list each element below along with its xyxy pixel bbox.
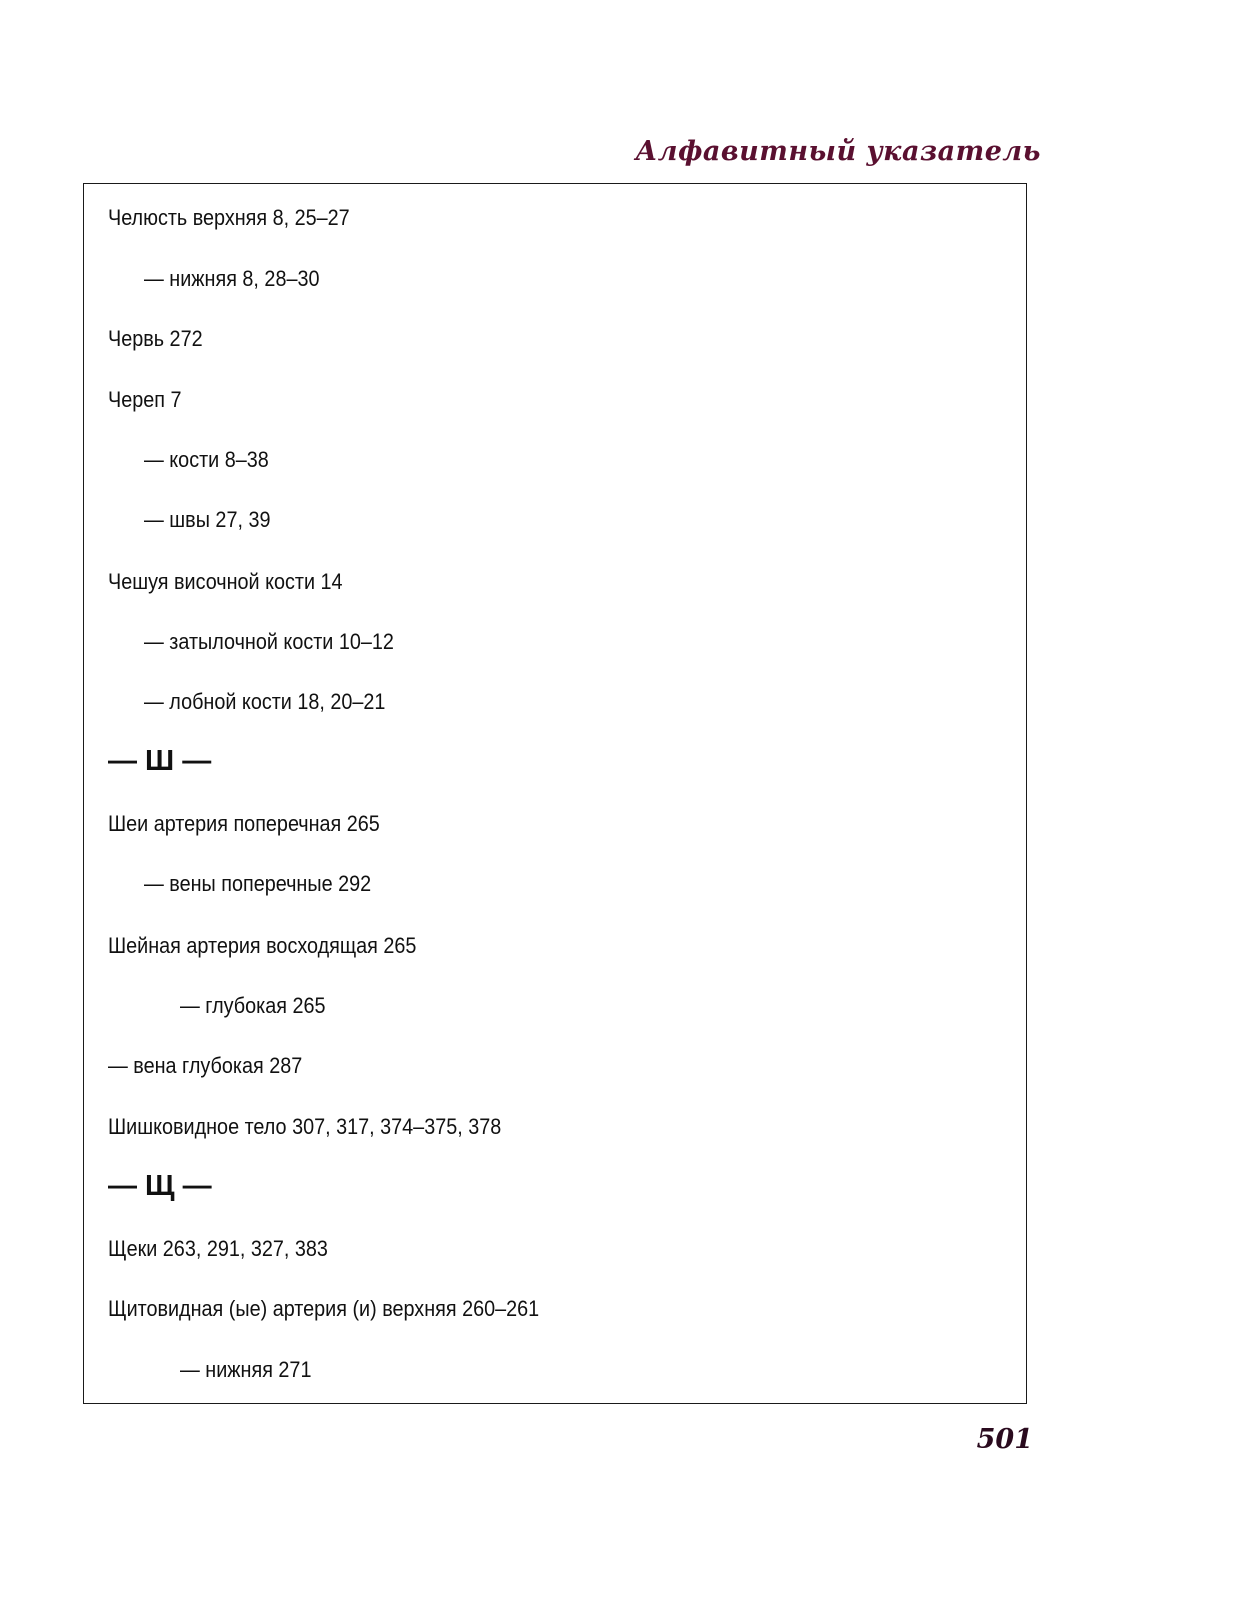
index-box <box>83 183 1027 1404</box>
index-subentry: — швы 27, 39 <box>144 507 271 532</box>
letter-heading-sha: — Ш — <box>108 745 212 777</box>
index-subentry: — глубокая 265 <box>180 993 326 1018</box>
index-subentry: — нижняя 271 <box>180 1357 312 1382</box>
index-subentry: — вены поперечные 292 <box>144 871 372 896</box>
index-entry: Шейная артерия восходящая 265 <box>108 933 417 958</box>
index-subentry: — вена глубокая 287 <box>108 1053 303 1078</box>
index-entry: Щитовидная (ые) артерия (и) верхняя 260–261 <box>108 1296 540 1321</box>
index-entry: Шишковидное тело 307, 317, 374–375, 378 <box>108 1114 502 1139</box>
index-entry: Щеки 263, 291, 327, 383 <box>108 1236 328 1261</box>
index-subentry: — кости 8–38 <box>144 447 269 472</box>
index-entry: Череп 7 <box>108 387 182 412</box>
index-subentry: — затылочной кости 10–12 <box>144 629 394 654</box>
running-head-title: Алфавитный указатель <box>635 136 1041 167</box>
index-entry: Шеи артерия поперечная 265 <box>108 811 380 836</box>
letter-heading-shcha: — Щ — <box>108 1170 212 1202</box>
index-subentry: — лобной кости 18, 20–21 <box>144 689 386 714</box>
page-number: 501 <box>976 1424 1033 1455</box>
index-entry: Чешуя височной кости 14 <box>108 569 343 594</box>
index-subentry: — нижняя 8, 28–30 <box>144 266 320 291</box>
index-entry: Червь 272 <box>108 326 203 351</box>
index-entry: Челюсть верхняя 8, 25–27 <box>108 205 350 230</box>
